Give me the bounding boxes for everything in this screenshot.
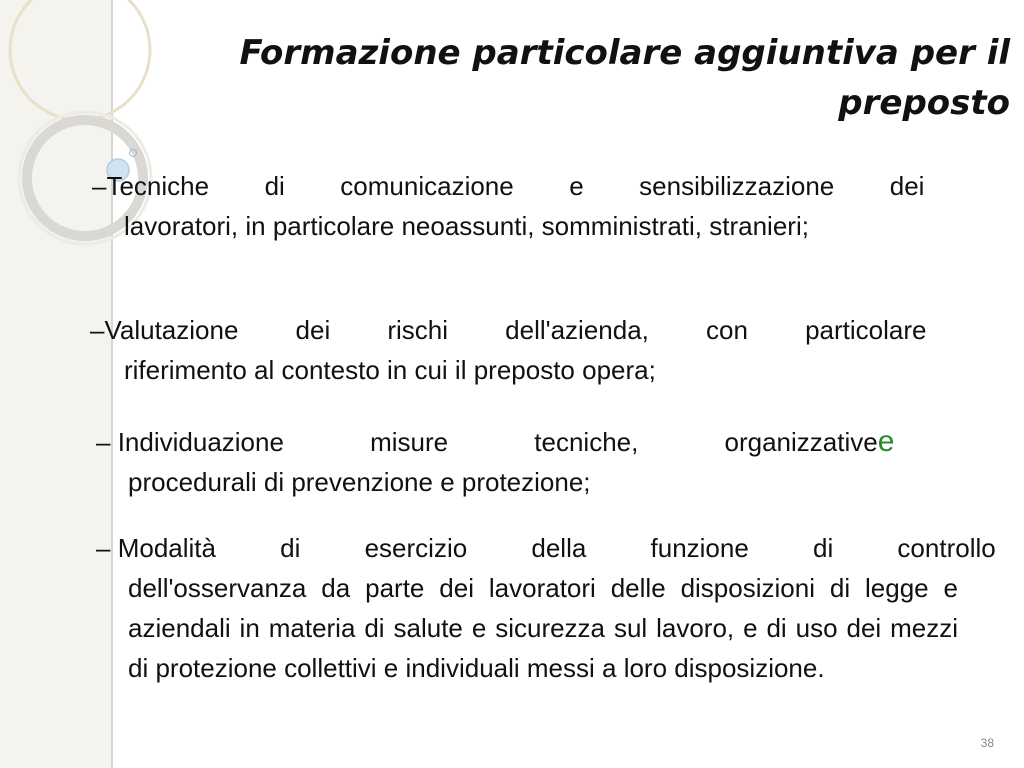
bullet-rest: lavoratori, in particolare neoassunti, somministrati, stranieri; bbox=[124, 211, 809, 241]
bullet-dash: – bbox=[90, 315, 105, 345]
bullet-dash: – bbox=[96, 427, 111, 457]
page-number: 38 bbox=[980, 736, 994, 750]
bullet-line1: Modalità di esercizio della funzione di controllo bbox=[117, 533, 996, 563]
bullet-line1: Individuazione misure tecniche, organizzative bbox=[117, 427, 878, 457]
bullet-line1: Tecniche di comunicazione e sensibilizzazione dei bbox=[106, 171, 925, 201]
bullet-rest: dell'osservanza da parte dei lavoratori delle disposizioni di legge e aziendali in materia di salute e sicurezza sul lavoro, e di uso dei mezzi di protezione collettivi e individuali messi a loro disposizione. bbox=[128, 573, 958, 683]
bullet-dash: – bbox=[92, 171, 107, 201]
bullet-rest: procedurali di prevenzione e protezione; bbox=[128, 467, 591, 497]
bullet-item bbox=[96, 528, 1001, 688]
bullet-line1: Valutazione dei rischi dell'azienda, con particolare bbox=[104, 315, 927, 345]
bullet-item bbox=[92, 166, 934, 246]
slide-title: Formazione particolare aggiuntiva per il preposto bbox=[239, 33, 1010, 123]
highlight-word: e bbox=[877, 425, 895, 458]
bullet-dash: – bbox=[96, 533, 111, 563]
bullet-item bbox=[96, 422, 976, 502]
bullet-item bbox=[90, 310, 936, 390]
bullet-rest: riferimento al contesto in cui il preposto opera; bbox=[124, 355, 656, 385]
